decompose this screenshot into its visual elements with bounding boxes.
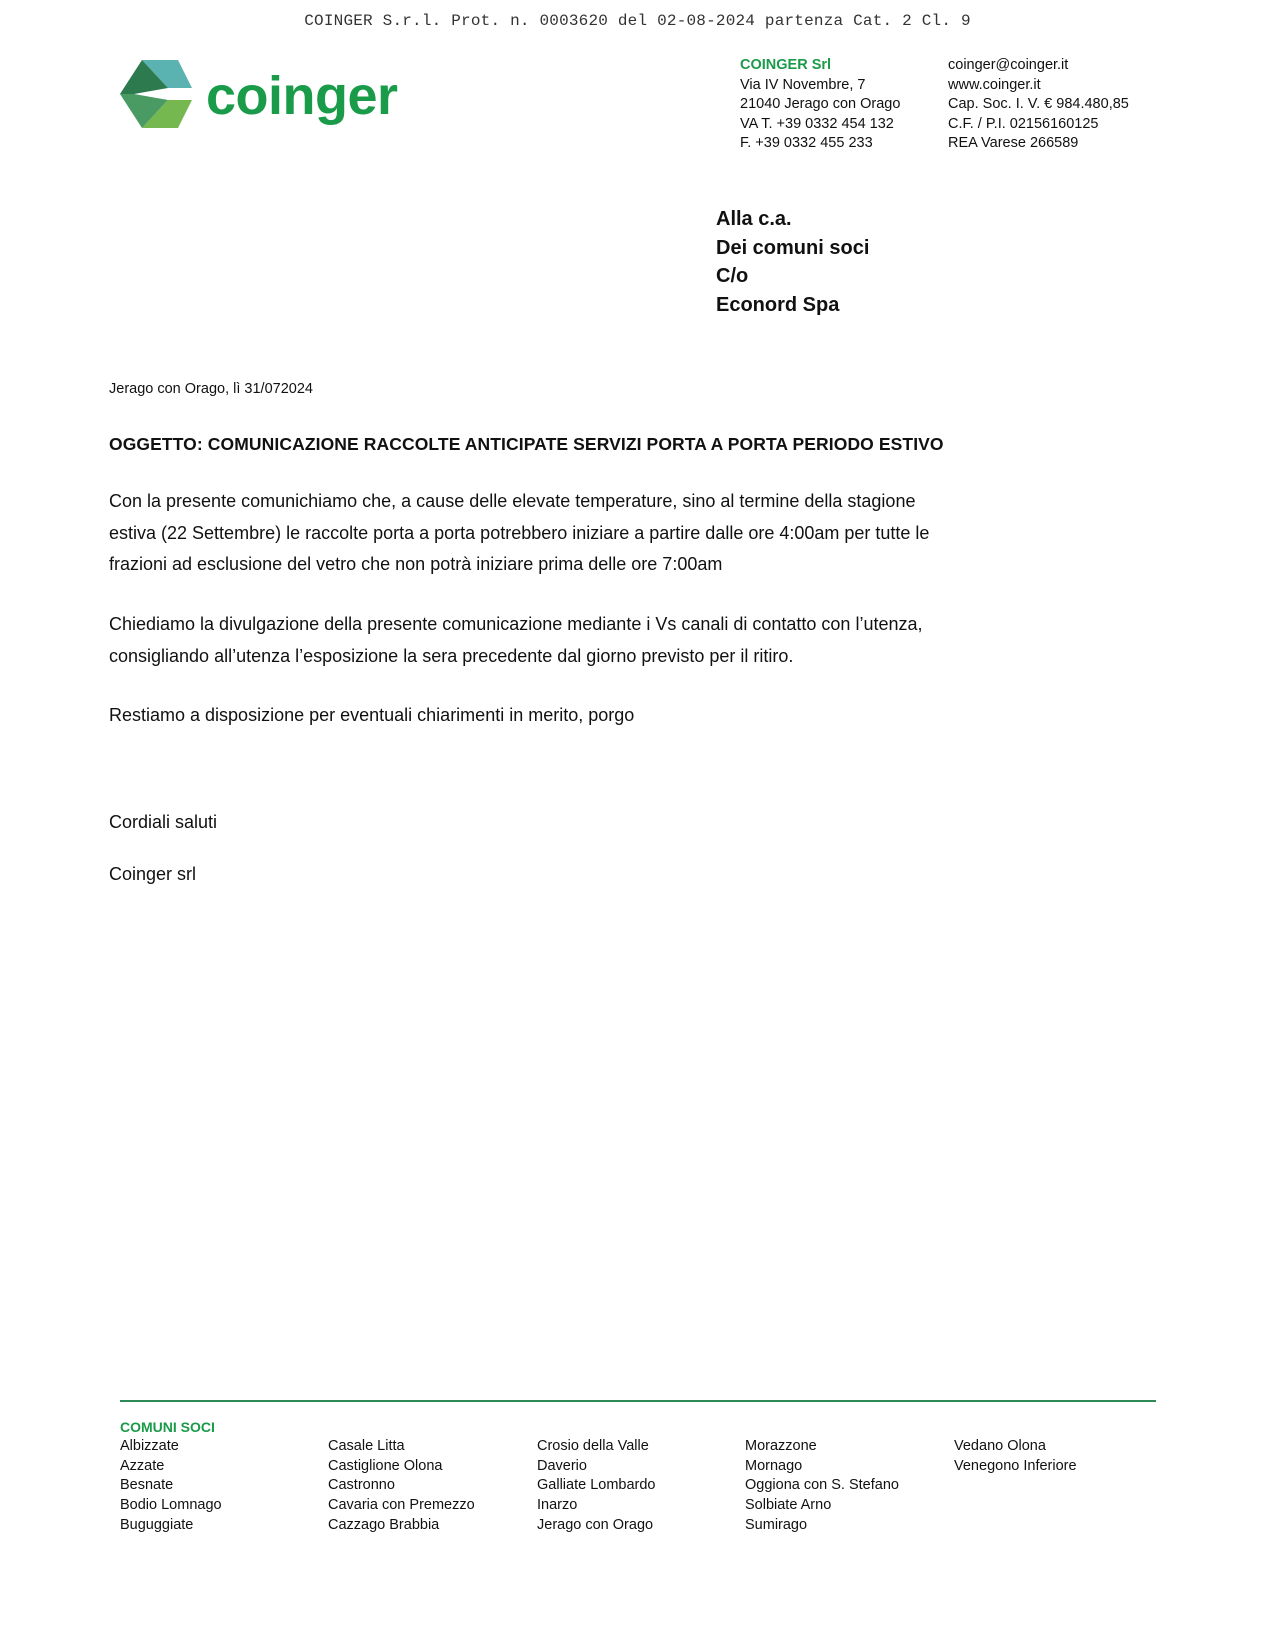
header-contact-left: [740, 56, 900, 154]
logo-wordmark: coinger: [206, 66, 398, 126]
closing-greeting: Cordiali saluti: [109, 812, 218, 832]
body-paragraph-2: [109, 609, 1009, 672]
company-capital: Cap. Soc. I. V. € 984.480,85: [948, 96, 1129, 112]
coinger-hexagon-icon: [120, 58, 196, 130]
company-city: 21040 Jerago con Orago: [740, 96, 901, 112]
company-tax-id: C.F. / P.I. 02156160125: [948, 115, 1099, 132]
body-paragraph-3: [109, 700, 1009, 732]
member-municipality: Crosio della Valle: [537, 1438, 649, 1454]
company-logo: [120, 58, 420, 138]
member-municipality: Inarzo: [537, 1497, 578, 1514]
member-municipality: Besnate: [120, 1477, 174, 1494]
company-email: coinger@coinger.it: [948, 57, 1069, 73]
body-line: Restiamo a disposizione per eventuali chiarimenti in merito, porgo: [109, 705, 635, 725]
member-municipality: Azzate: [120, 1457, 165, 1474]
member-municipality: Casale Litta: [328, 1438, 405, 1454]
member-municipality: Galliate Lombardo: [537, 1477, 656, 1494]
member-list-column-4: [745, 1437, 899, 1536]
company-address: Via IV Novembre, 7: [740, 76, 866, 93]
addressee-line: Econord Spa: [716, 293, 840, 316]
letter-date: Jerago con Orago, lì 31/072024: [109, 381, 313, 397]
member-municipality: Oggiona con S. Stefano: [745, 1477, 899, 1494]
letter-subject: OGGETTO: COMUNICAZIONE RACCOLTE ANTICIPATE SERVIZI PORTA A PORTA PERIODO ESTIVO: [109, 434, 944, 454]
addressee-block: [716, 205, 869, 319]
body-line: Chiediamo la divulgazione della presente comunicazione mediante i Vs canali di contatto con l’utenza,: [109, 614, 923, 634]
member-list-column-5: [954, 1437, 1077, 1476]
body-paragraph-1: [109, 486, 1009, 581]
company-fax: F. +39 0332 455 233: [740, 135, 873, 151]
member-municipality: Cazzago Brabbia: [328, 1516, 440, 1533]
member-municipality: Buguggiate: [120, 1516, 194, 1533]
body-line: frazioni ad esclusione del vetro che non potrà iniziare prima delle ore 7:00am: [109, 554, 723, 574]
member-list-column-2: [328, 1437, 475, 1536]
footer-title: COMUNI SOCI: [120, 1419, 215, 1435]
company-phone: VA T. +39 0332 454 132: [740, 115, 894, 132]
body-line: consigliando all’utenza l’esposizione la sera precedente dal giorno previsto per il ritiro.: [109, 645, 794, 666]
body-line: estiva (22 Settembre) le raccolte porta a porta potrebbero iniziare a partire dalle ore 4:00am per tutte le: [109, 522, 930, 543]
member-municipality: Castiglione Olona: [328, 1457, 443, 1474]
member-municipality: Vedano Olona: [954, 1438, 1046, 1454]
member-municipality: Solbiate Arno: [745, 1497, 832, 1514]
company-name: COINGER Srl: [740, 57, 832, 73]
member-municipality: Venegono Inferiore: [954, 1457, 1077, 1474]
member-list-column-3: [537, 1437, 656, 1536]
addressee-line: Alla c.a.: [716, 208, 792, 230]
member-municipality: Jerago con Orago: [537, 1516, 654, 1533]
company-rea: REA Varese 266589: [948, 135, 1079, 151]
body-line: Con la presente comunichiamo che, a cause delle elevate temperature, sino al termine della stagione: [109, 491, 916, 511]
company-website: www.coinger.it: [948, 76, 1041, 93]
protocol-stamp: COINGER S.r.l. Prot. n. 0003620 del 02-08-2024 partenza Cat. 2 Cl. 9: [304, 12, 971, 30]
member-municipality: Bodio Lomnago: [120, 1497, 222, 1514]
footer-divider: [120, 1400, 1156, 1402]
member-municipality: Castronno: [328, 1477, 395, 1494]
member-municipality: Sumirago: [745, 1516, 808, 1533]
member-list-column-1: [120, 1437, 222, 1536]
member-municipality: Mornago: [745, 1457, 803, 1474]
member-municipality: Cavaria con Premezzo: [328, 1497, 475, 1514]
closing-signature: Coinger srl: [109, 864, 197, 884]
addressee-line: Dei comuni soci: [716, 236, 870, 259]
member-municipality: Albizzate: [120, 1438, 179, 1454]
member-municipality: Morazzone: [745, 1438, 817, 1454]
addressee-line: C/o: [716, 265, 749, 287]
header-contact-right: [948, 56, 1129, 154]
member-municipality: Daverio: [537, 1457, 587, 1474]
